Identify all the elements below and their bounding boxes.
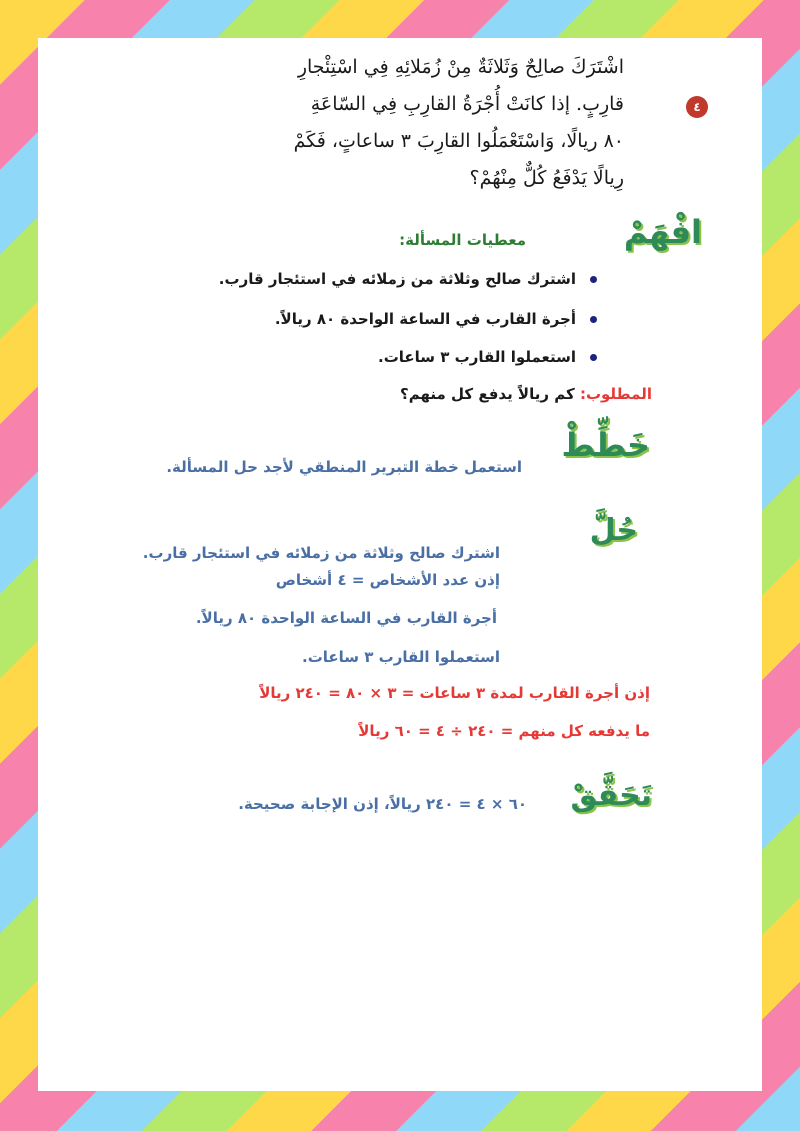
solve-heading: حُلَّ — [589, 513, 638, 548]
problem-line-2: قارِبٍ. إذا كانَتْ أُجْرَةُ القارِبِ فِي السّاعَةِ — [310, 93, 624, 115]
given-item-1 — [219, 270, 597, 288]
check-text: ٦٠ × ٤ = ٢٤٠ ريالاً، إذن الإجابة صحيحة. — [238, 795, 527, 813]
bullet-icon — [590, 276, 597, 283]
given-item-2 — [275, 310, 597, 328]
solve-line-1: اشترك صالح وثلاثة من زملائه في استئجار قارب. — [142, 544, 500, 562]
problem-number-badge: ٤ — [686, 96, 708, 118]
plan-text: استعمل خطة التبرير المنطقي لأجد حل المسألة. — [166, 458, 522, 476]
bullet-icon — [590, 354, 597, 361]
required-label: المطلوب: — [579, 385, 652, 403]
worksheet-page — [38, 38, 762, 1091]
problem-line-3: ٨٠ ريالًا، وَاسْتَعْمَلُوا القارِبَ ٣ ساعاتٍ، فَكَمْ — [293, 130, 624, 152]
plan-heading: خَطِّطْ — [561, 426, 650, 464]
problem-line-4: رِيالًا يَدْفَعُ كُلٌّ مِنْهُمْ؟ — [469, 167, 624, 189]
bullet-icon — [590, 316, 597, 323]
solve-line-2: إذن عدد الأشخاص = ٤ أشخاص — [275, 571, 500, 589]
required-text: كم ريالاً يدفع كل منهم؟ — [400, 385, 575, 403]
solve-line-5: إذن أجرة القارب لمدة ٣ ساعات = ٣ × ٨٠ = ٢٤٠ ريالاً — [259, 684, 650, 702]
given-item-3 — [378, 348, 597, 366]
understand-heading: افْهَمْ — [623, 213, 702, 251]
given-text: استعملوا القارب ٣ ساعات. — [378, 348, 576, 366]
given-text: أجرة القارب في الساعة الواحدة ٨٠ ريالاً. — [274, 310, 576, 328]
problem-line-1: اشْتَرَكَ صالِحٌ وَثَلاثَةٌ مِنْ زُمَلائِهِ فِي اسْتِئْجارِ — [297, 56, 624, 78]
given-text: اشترك صالح وثلاثة من زملائه في استئجار قارب. — [218, 270, 576, 288]
solve-line-3: أجرة القارب في الساعة الواحدة ٨٠ ريالاً. — [195, 609, 497, 627]
solve-line-6: ما يدفعه كل منهم = ٢٤٠ ÷ ٤ = ٦٠ ريالاً — [358, 722, 650, 740]
required-row — [400, 385, 652, 403]
givens-label: معطيات المسألة: — [399, 231, 526, 249]
solve-line-4: استعملوا القارب ٣ ساعات. — [302, 648, 500, 666]
check-heading: تَحَقَّقْ — [570, 778, 652, 813]
